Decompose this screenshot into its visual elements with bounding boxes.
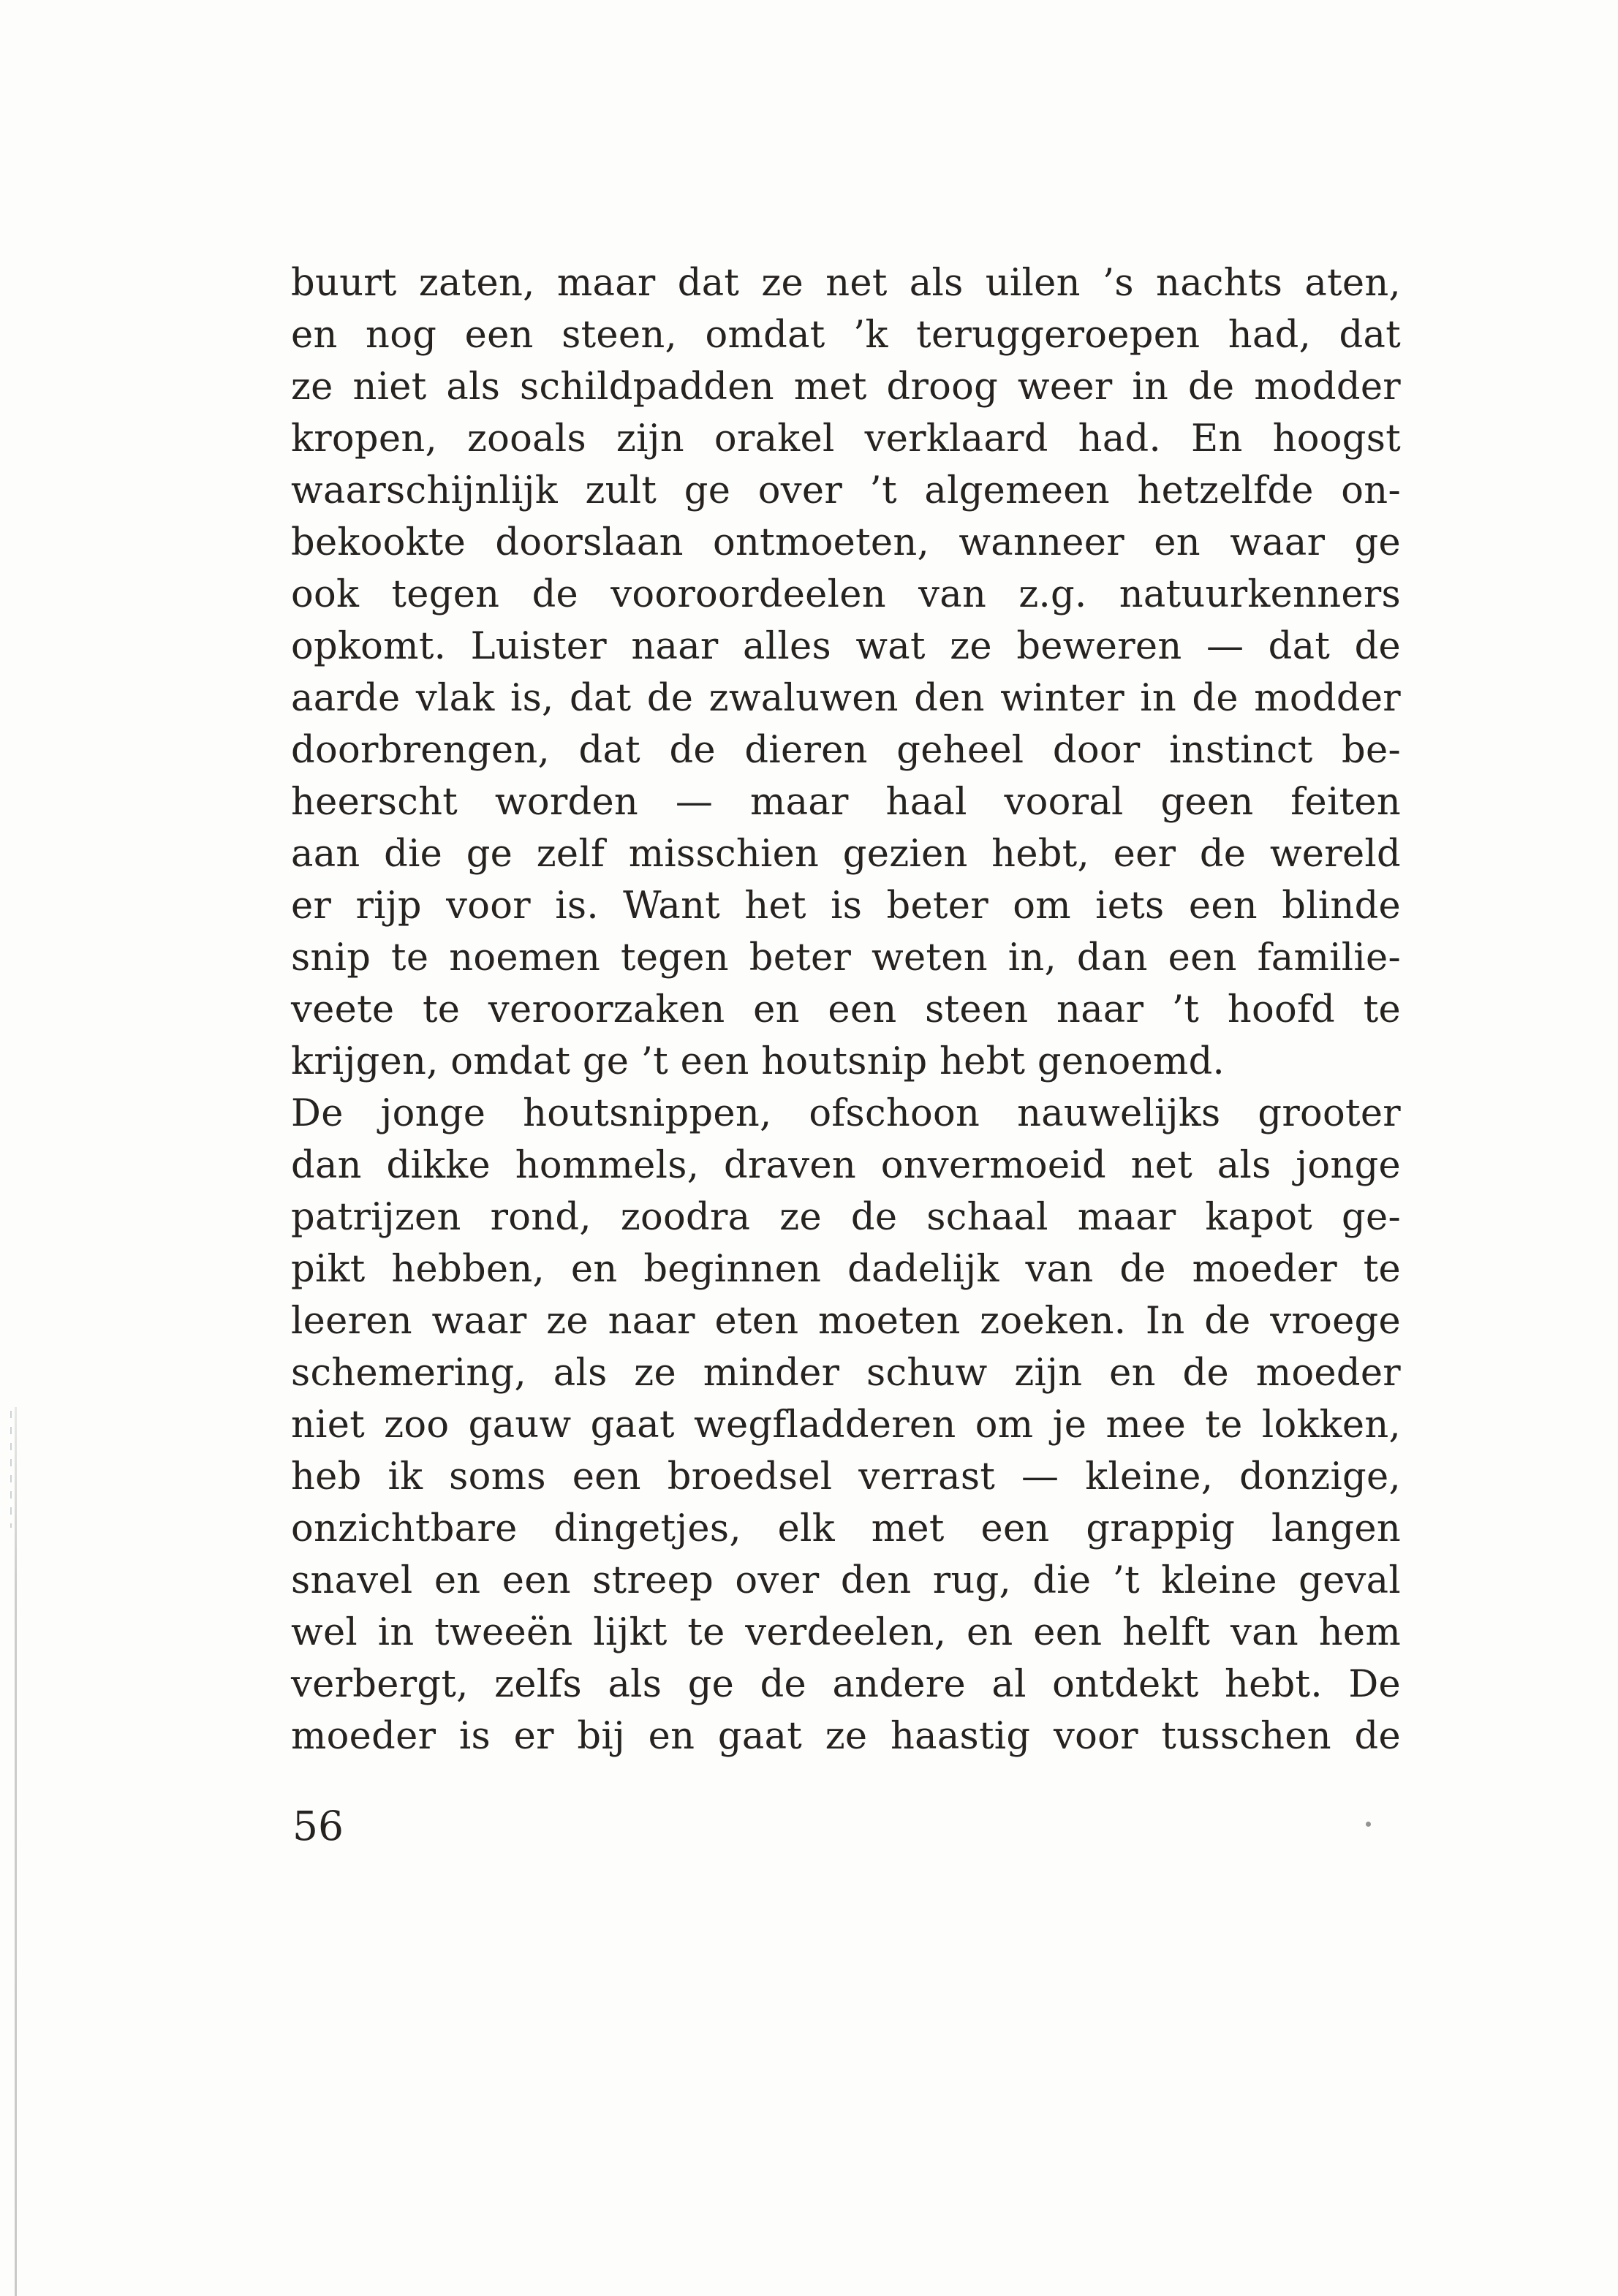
body-text [291, 257, 1401, 1762]
text-line: en nog een steen, omdat ’k teruggeroepen had, dat [291, 314, 1401, 357]
text-line: bekookte doorslaan ontmoeten, wanneer en waar ge [291, 521, 1401, 564]
text-line: snavel en een streep over den rug, die ’t kleine geval [291, 1559, 1401, 1602]
text-line: wel in tweeën lijkt te verdeelen, en een helft van hem [291, 1611, 1401, 1654]
text-line: pikt hebben, en beginnen dadelijk van de moeder te [291, 1248, 1401, 1291]
text-line: onzichtbare dingetjes, elk met een grappig langen [291, 1507, 1401, 1550]
scan-artifact-dot [1366, 1822, 1371, 1827]
text-line: verbergt, zelfs als ge de andere al ontdekt hebt. De [291, 1663, 1401, 1706]
text-line: De jonge houtsnippen, ofschoon nauwelijks grooter [291, 1092, 1401, 1135]
text-line: veete te veroorzaken en een steen naar ’t hoofd te [291, 988, 1401, 1031]
text-line: aan die ge zelf misschien gezien hebt, eer de wereld [291, 833, 1401, 876]
text-line: buurt zaten, maar dat ze net als uilen ’s nachts aten, [291, 262, 1401, 305]
text-line: moeder is er bij en gaat ze haastig voor tusschen de [291, 1715, 1401, 1758]
text-line: leeren waar ze naar eten moeten zoeken. In de vroege [291, 1300, 1401, 1343]
text-line: niet zoo gauw gaat wegfladderen om je mee te lokken, [291, 1403, 1401, 1447]
text-line: schemering, als ze minder schuw zijn en de moeder [291, 1352, 1401, 1395]
text-line: patrijzen rond, zoodra ze de schaal maar kapot ge- [291, 1196, 1401, 1239]
text-line: waarschijnlijk zult ge over ’t algemeen hetzelfde on- [291, 469, 1401, 512]
text-line: kropen, zooals zijn orakel verklaard had. En hoogst [291, 417, 1401, 461]
text-line: ze niet als schildpadden met droog weer in de modder [291, 365, 1401, 409]
text-line: ook tegen de vooroordeelen van z.g. natuurkenners [291, 573, 1401, 616]
text-line: snip te noemen tegen beter weten in, dan een familie- [291, 936, 1401, 980]
text-line: aarde vlak is, dat de zwaluwen den winter in de modder [291, 677, 1401, 720]
text-line: krijgen, omdat ge ’t een houtsnip hebt genoemd. [291, 1040, 1225, 1083]
text-line: heb ik soms een broedsel verrast — kleine, donzige, [291, 1455, 1401, 1499]
text-line: doorbrengen, dat de dieren geheel door instinct be- [291, 729, 1401, 772]
text-line: dan dikke hommels, draven onvermoeid net als jonge [291, 1144, 1401, 1187]
scan-artifact-dashed-line [10, 1411, 12, 1528]
page-number: 56 [292, 1803, 344, 1849]
text-line: opkomt. Luister naar alles wat ze beweren — dat de [291, 625, 1401, 668]
scan-artifact-vertical-line [15, 1407, 17, 2296]
text-line: er rijp voor is. Want het is beter om iets een blinde [291, 884, 1401, 928]
text-line: heerscht worden — maar haal vooral geen feiten [291, 781, 1401, 824]
